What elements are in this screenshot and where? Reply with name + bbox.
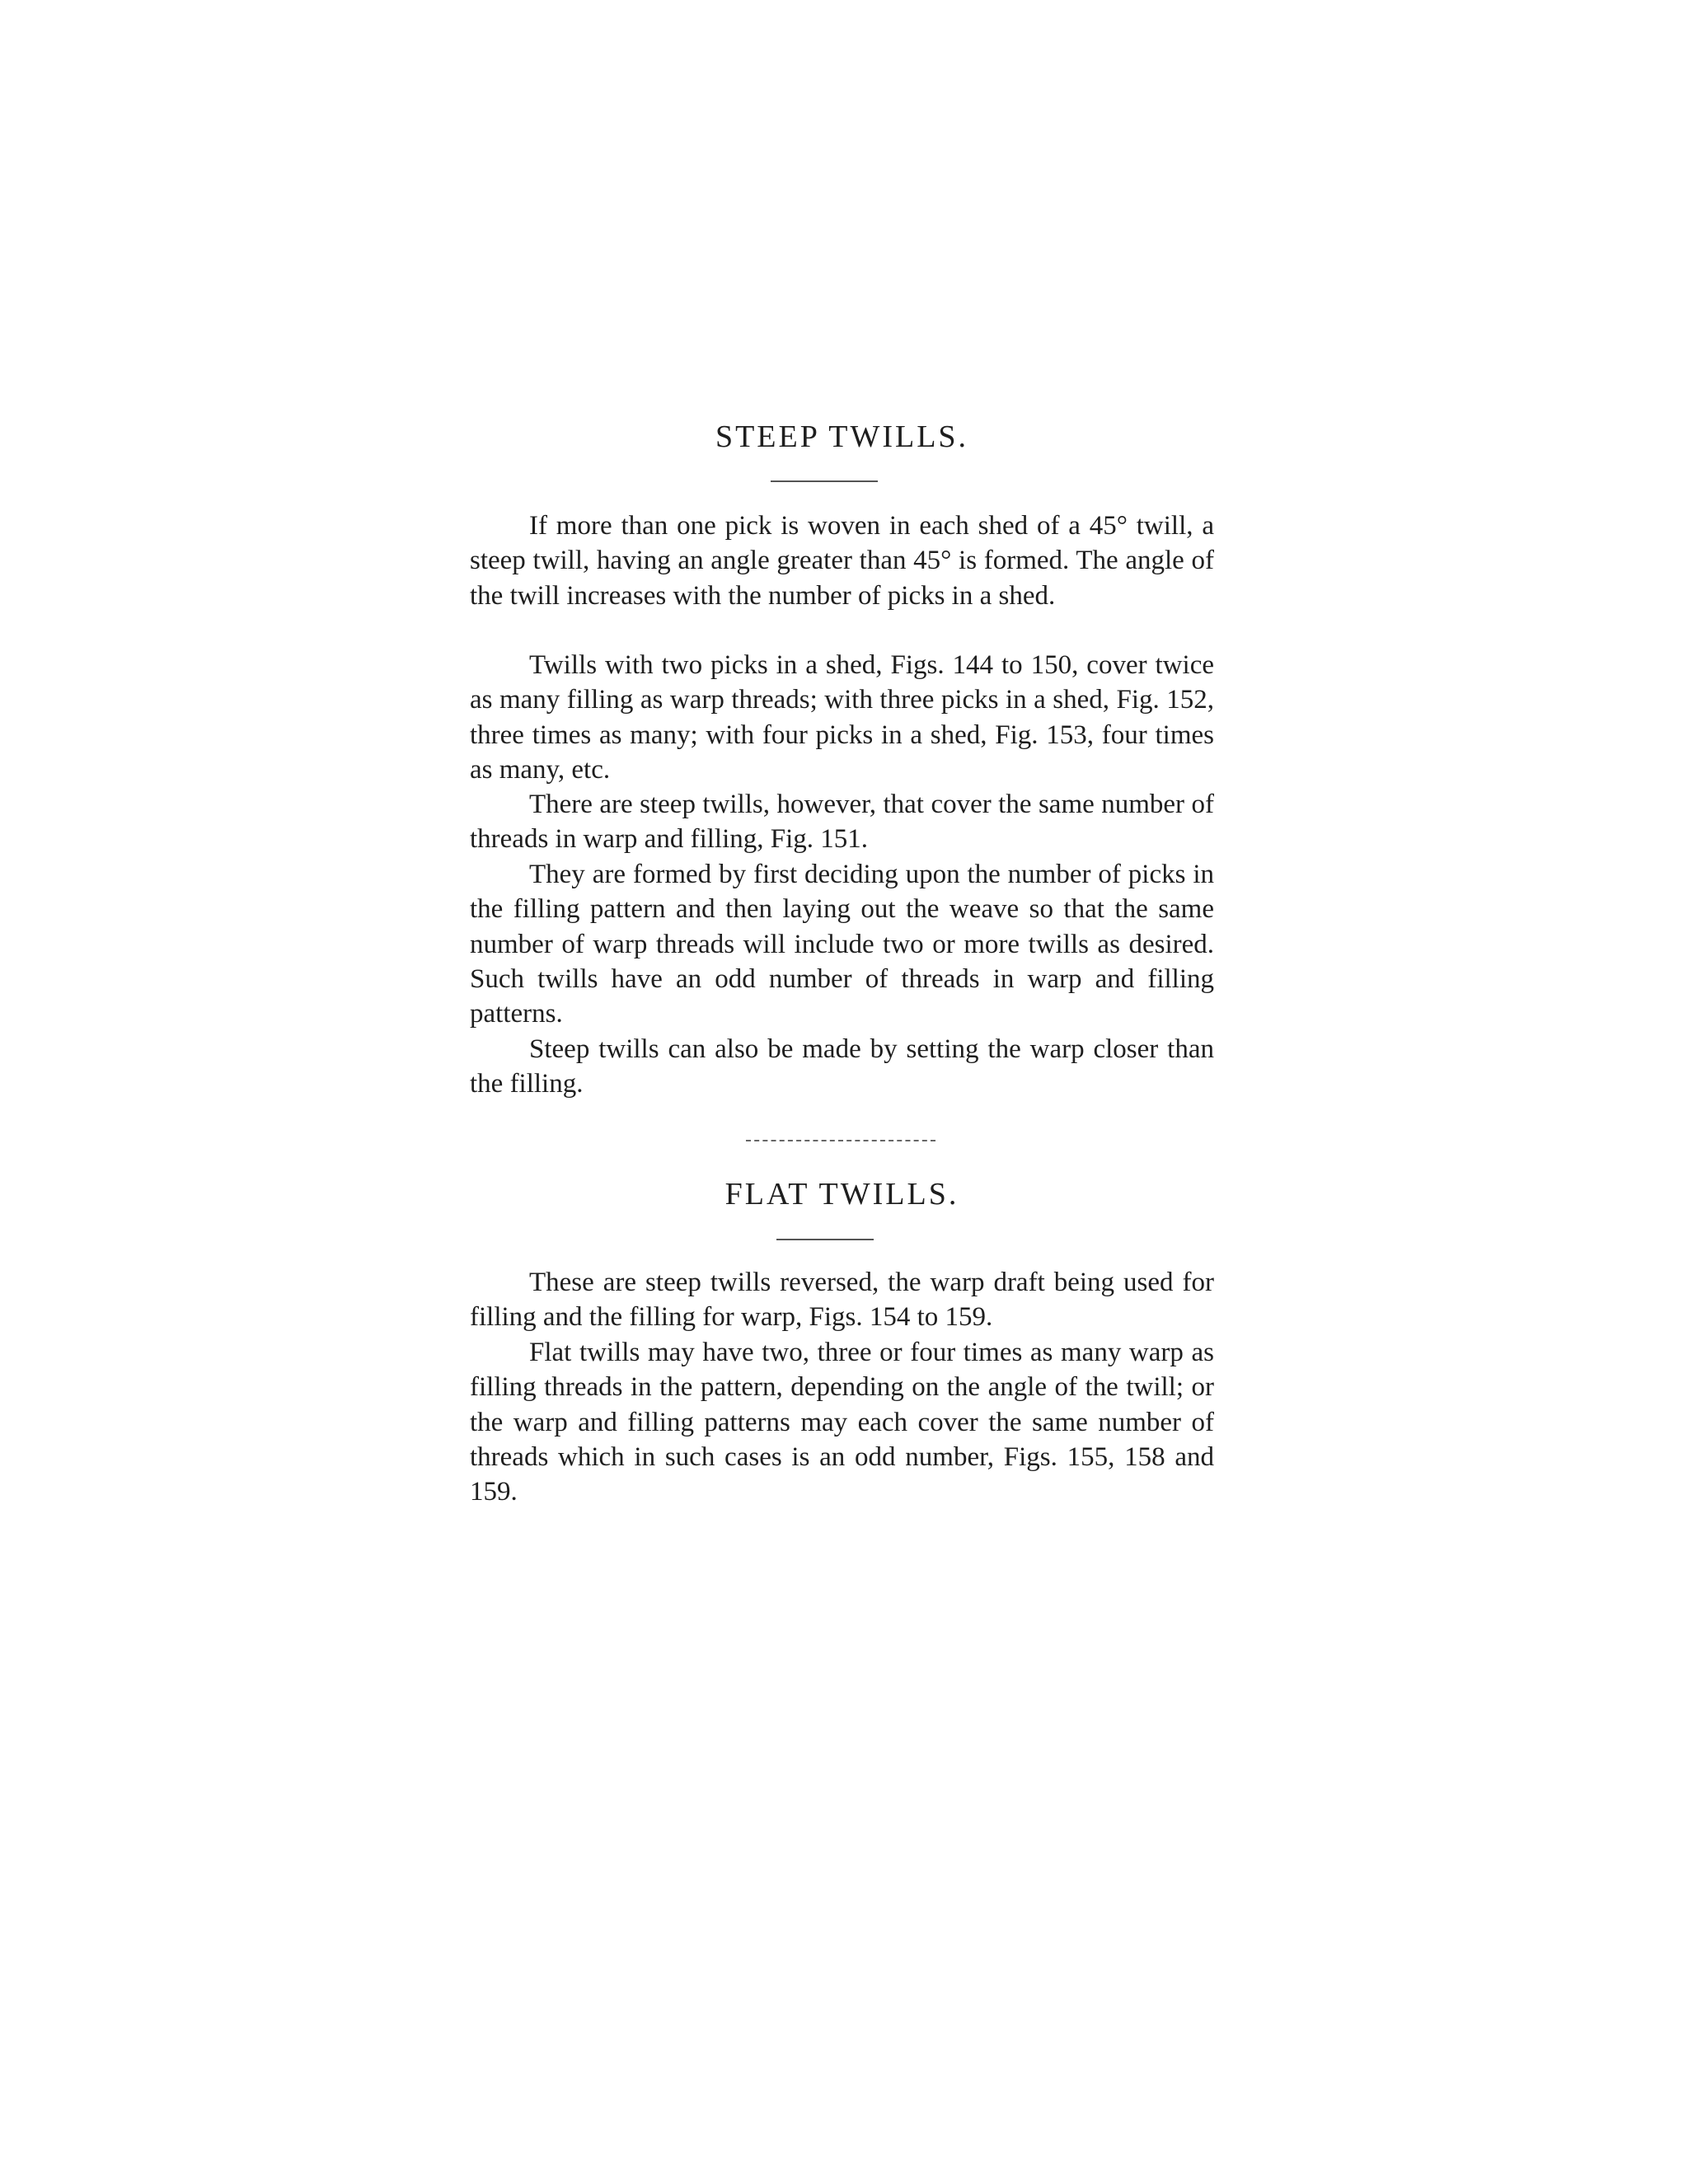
paragraph: There are steep twills, however, that cover the same number of threads in warp and filling, Fig. 151. xyxy=(470,790,1214,855)
section-heading-steep-twills: STEEP TWILLS. xyxy=(715,419,969,454)
paragraph: Flat twills may have two, three or four times as many warp as filling threads in the pattern, depending on the angle of the twill; or the warp and filling patterns may each cover the same number of threads which in such cases is an odd number, Figs. 155, 158 and 159. xyxy=(470,1338,1214,1507)
paragraph: They are formed by first deciding upon the number of picks in the filling pattern and then laying out the weave so that the same number of warp threads will include two or more twills as desired. Such twills have an odd number of threads in warp and filling patterns. xyxy=(470,860,1214,1029)
paragraph: Steep twills can also be made by setting the warp closer than the filling. xyxy=(470,1034,1214,1099)
section-divider xyxy=(746,1140,935,1141)
heading-rule xyxy=(771,480,878,482)
paragraph: Twills with two picks in a shed, Figs. 144 to 150, cover twice as many filling as warp threads; with three picks in a shed, Fig. 152, three times as many; with four picks in a shed, Fig. 153, four times as many, etc. xyxy=(470,650,1214,785)
paragraph: These are steep twills reversed, the warp draft being used for filling and the filling for warp, Figs. 154 to 159. xyxy=(470,1268,1214,1333)
section-heading-flat-twills: FLAT TWILLS. xyxy=(724,1177,959,1212)
heading-rule xyxy=(776,1239,874,1240)
paragraph: If more than one pick is woven in each shed of a 45° twill, a steep twill, having an angle greater than 45° is formed. The angle of the twill increases with the number of picks in a shed. xyxy=(470,511,1214,611)
